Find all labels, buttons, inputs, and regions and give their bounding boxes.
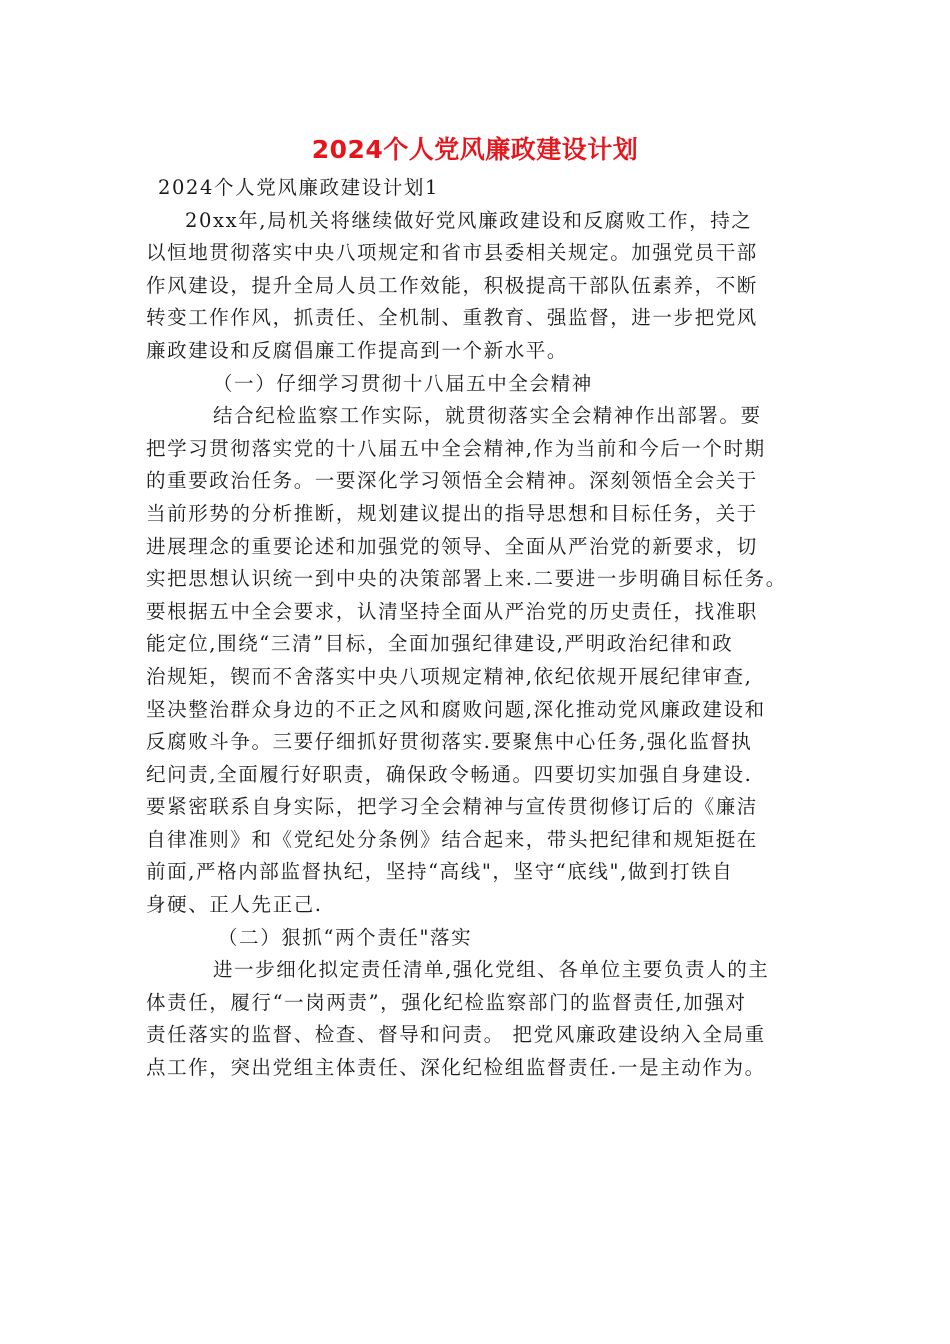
paragraph-line: 转变工作作风，抓责任、全机制、重教育、强监督，进一步把党风 xyxy=(146,306,758,330)
paragraph-line: 能定位,围绕“三清”目标，全面加强纪律建设,严明政治纪律和政 xyxy=(146,632,734,656)
paragraph-line: 纪问责,全面履行好职责，确保政令畅通。四要切实加强自身建设. xyxy=(146,762,753,786)
paragraph-line: 把学习贯彻落实党的十八届五中全会精神,作为当前和今后一个时期 xyxy=(146,436,766,460)
heading-line: （一）仔细学习贯彻十八届五中全会精神 xyxy=(213,371,593,395)
paragraph-line: 作风建设，提升全局人员工作效能，积极提高干部队伍素养，不断 xyxy=(146,273,758,297)
heading-line: （二）狠抓“两个责任"落实 xyxy=(218,925,473,949)
paragraph-line: 以恒地贯彻落实中央八项规定和省市县委相关规定。加强党员干部 xyxy=(146,241,758,265)
document-title: 2024个人党风廉政建设计划 xyxy=(311,135,639,164)
paragraph-line: 坚决整治群众身边的不正之风和腐败问题,深化推动党风廉政建设和 xyxy=(146,697,766,721)
document-subtitle xyxy=(146,172,806,205)
section-2-paragraph xyxy=(146,954,806,1084)
paragraph-line: 要紧密联系自身实际，把学习全会精神与宣传贯彻修订后的《廉洁 xyxy=(146,795,758,819)
paragraph-line: 当前形势的分析推断，规划建议提出的指导思想和目标任务，关于 xyxy=(146,501,758,525)
section-heading-1 xyxy=(146,368,806,401)
section-heading-2 xyxy=(146,922,806,955)
paragraph-line: 身硬、正人先正己. xyxy=(146,893,323,917)
paragraph-line: 反腐败斗争。三要仔细抓好贯彻落实.要聚焦中心任务,强化监督执 xyxy=(146,730,753,754)
intro-paragraph xyxy=(146,205,806,368)
paragraph-line: 进展理念的重要论述和加强党的领导、全面从严治党的新要求，切 xyxy=(146,534,758,558)
paragraph-line: 前面,严格内部监督执纪，坚持“高线"，坚守“底线",做到打铁自 xyxy=(146,860,734,884)
paragraph-line: 的重要政治任务。一要深化学习领悟全会精神。深刻领悟全会关于 xyxy=(146,469,758,493)
paragraph-line: 自律准则》和《党纪处分条例》结合起来，带头把纪律和规矩挺在 xyxy=(146,827,758,851)
paragraph-line: 20xx年,局机关将继续做好党风廉政建设和反腐败工作，持之 xyxy=(185,208,753,232)
document-body xyxy=(146,172,806,1085)
paragraph-line: 要根据五中全会要求，认清坚持全面从严治党的历史责任，找准职 xyxy=(146,599,758,623)
paragraph-line: 实把思想认识统一到中央的决策部署上来.二要进一步明确目标任务。 xyxy=(146,567,787,591)
paragraph-line: 体责任，履行“一岗两责”，强化纪检监察部门的监督责任,加强对 xyxy=(146,990,747,1014)
paragraph-line: 点工作，突出党组主体责任、深化纪检组监督责任.一是主动作为。 xyxy=(146,1056,766,1080)
subtitle-line: 2024个人党风廉政建设计划1 xyxy=(158,176,440,199)
paragraph-line: 结合纪检监察工作实际，就贯彻落实全会精神作出部署。要 xyxy=(213,404,762,428)
section-1-paragraph xyxy=(146,400,806,922)
paragraph-line: 廉政建设和反腐倡廉工作提高到一个新水平。 xyxy=(146,338,569,362)
paragraph-line: 进一步细化拟定责任清单,强化党组、各单位主要负责人的主 xyxy=(213,958,770,982)
paragraph-line: 治规矩，锲而不舍落实中央八项规定精神,依纪依规开展纪律审查, xyxy=(146,664,753,688)
paragraph-line: 责任落实的监督、检查、督导和问责。 把党风廉政建设纳入全局重 xyxy=(146,1023,766,1047)
